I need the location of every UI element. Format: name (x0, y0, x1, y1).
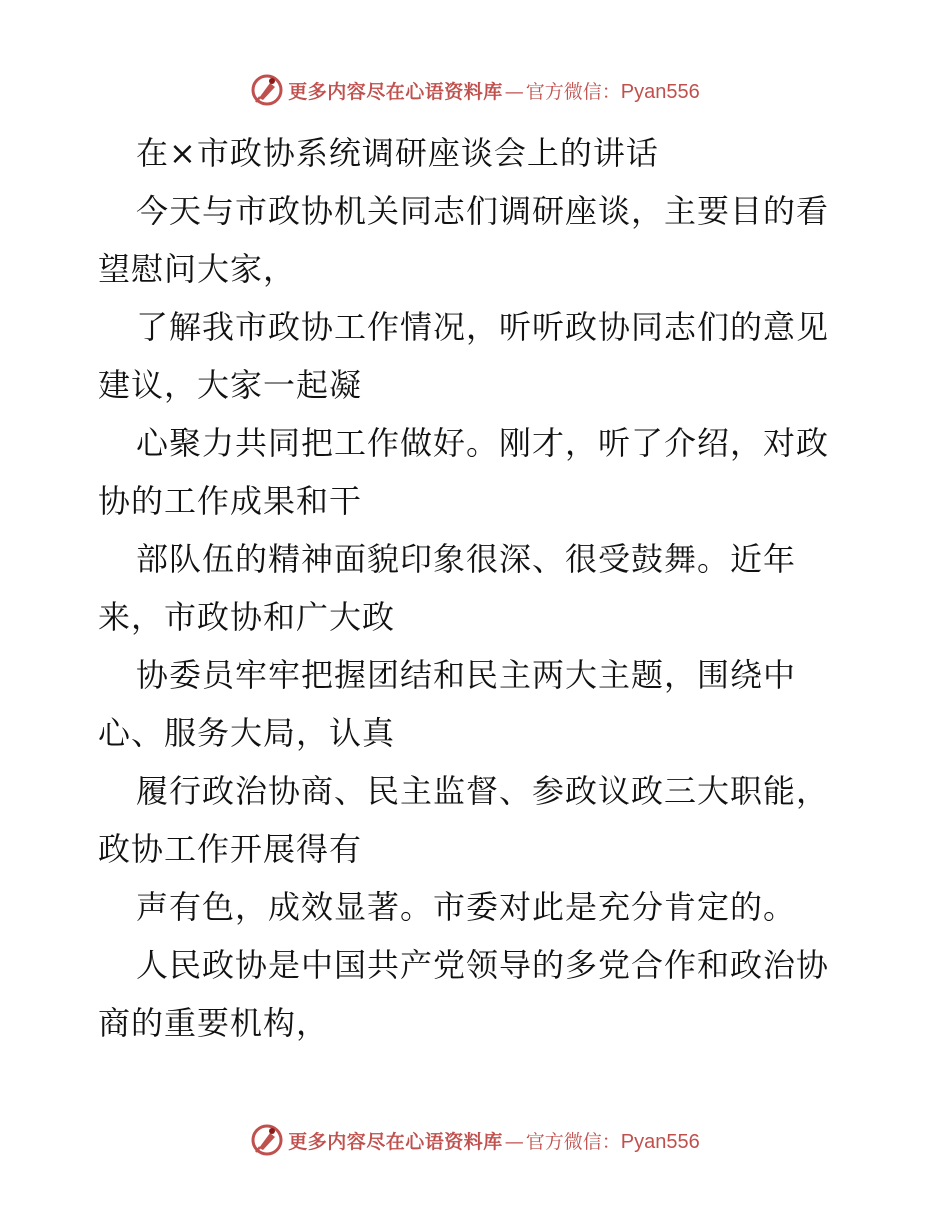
text-line: 望慰问大家， (98, 250, 297, 288)
banner-separator: — (504, 1130, 524, 1153)
pen-nib-circle-icon (250, 1123, 284, 1157)
wechat-id: Pyan556 (620, 80, 700, 103)
text-line: 履行政治协商、民主监督、参政议政三大职能， (136, 772, 830, 810)
document-title: 在×市政协系统调研座谈会上的讲话 (136, 134, 659, 172)
text-line: 了解我市政协工作情况，听听政协同志们的意见 (136, 308, 830, 346)
footer-banner (0, 1120, 950, 1160)
text-line: 心、服务大局，认真 (98, 714, 396, 752)
text-line: 心聚力共同把工作做好。刚才，听了介绍，对政 (136, 424, 830, 462)
text-line: 协的工作成果和干 (98, 482, 363, 520)
text-line: 今天与市政协机关同志们调研座谈，主要目的看 (136, 192, 830, 230)
text-line: 协委员牢牢把握团结和民主两大主题，围绕中 (136, 656, 797, 694)
document-body (98, 124, 858, 1052)
text-line: 政协工作开展得有 (98, 830, 363, 868)
site-name: 更多内容尽在心语资料库 (288, 80, 503, 103)
banner-separator: — (504, 80, 524, 103)
pen-nib-circle-icon (250, 73, 284, 107)
text-line: 建议，大家一起凝 (98, 366, 363, 404)
text-line: 人民政协是中国共产党领导的多党合作和政治协 (136, 946, 830, 984)
site-name: 更多内容尽在心语资料库 (288, 1130, 503, 1153)
wechat-label: 官方微信： (525, 80, 621, 103)
wechat-id: Pyan556 (620, 1130, 700, 1153)
wechat-label: 官方微信： (525, 1130, 621, 1153)
text-line: 来，市政协和广大政 (98, 598, 396, 636)
header-banner (0, 70, 950, 110)
text-line: 商的重要机构， (98, 1004, 330, 1042)
text-line: 部队伍的精神面貌印象很深、很受鼓舞。近年 (136, 540, 797, 578)
text-line: 声有色，成效显著。市委对此是充分肯定的。 (136, 888, 797, 926)
